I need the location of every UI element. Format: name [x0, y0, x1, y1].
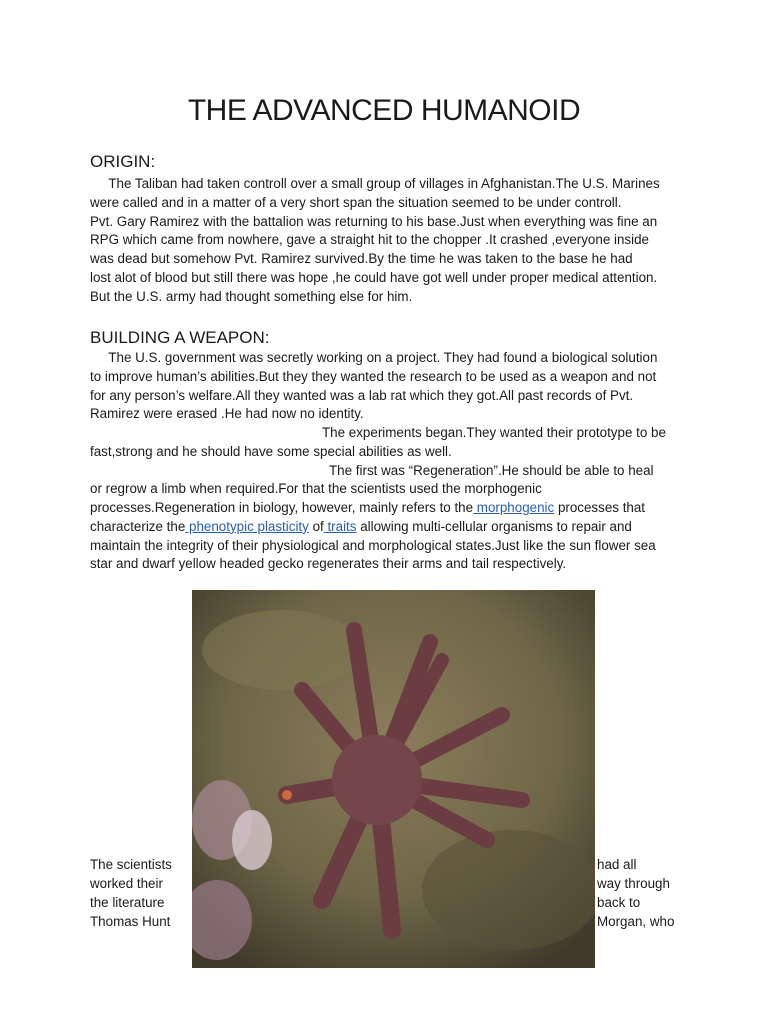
text-line: Morgan, who — [597, 914, 675, 929]
document-title: THE ADVANCED HUMANOID — [187, 94, 581, 127]
text-line: The U.S. government was secretly working on a project. They had found a biological solution — [90, 350, 658, 365]
wrap-text-right — [597, 855, 674, 931]
text-line: Ramirez were erased .He had now no identity. — [90, 406, 364, 422]
text-line: to improve human’s abilities.But they they wanted the research to be used as a weapon and not — [90, 368, 657, 384]
text-line: back to — [597, 895, 641, 910]
origin-paragraph — [90, 175, 660, 306]
text-line: Pvt. Gary Ramirez with the battalion was returning to his base.Just when everything was fine an — [90, 213, 658, 229]
link-morphogenic[interactable]: morphogenic — [473, 500, 555, 515]
text-line: The first was “Regeneration”.He should be able to heal — [329, 462, 654, 478]
text-span: of — [308, 518, 324, 534]
text-span: processes that — [554, 500, 646, 515]
text-span: characterize the — [90, 518, 186, 534]
text-span: processes.Regeneration in biology, however, mainly refers to the — [90, 500, 474, 515]
text-line: fast,strong and he should have some special abilities as well. — [90, 443, 452, 459]
heading-origin: ORIGIN: — [90, 152, 156, 171]
text-span: allowing multi-cellular organisms to repair and — [356, 518, 632, 534]
text-line: But the U.S. army had thought something else for him. — [90, 288, 413, 304]
text-line: the literature — [90, 895, 165, 910]
text-line: had all — [597, 857, 637, 872]
text-line: Thomas Hunt — [90, 914, 171, 929]
text-line: way through — [597, 876, 670, 891]
text-line: for any person’s welfare.All they wanted was a lab rat which they got.All past records of Pvt. — [90, 387, 634, 403]
text-line: lost alot of blood but still there was hope ,he could have got well under proper medical attention. — [90, 269, 658, 285]
text-line — [90, 518, 666, 537]
text-line: The Taliban had taken controll over a small group of villages in Afghanistan.The U.S. Marines — [90, 176, 660, 191]
weapon-paragraph — [90, 349, 666, 574]
starfish-photo — [192, 590, 595, 968]
text-line: were called and in a matter of a very short span the situation seemed to be under controll. — [90, 194, 622, 210]
wrap-text-left — [90, 855, 172, 931]
text-line: RPG which came from nowhere, gave a straight hit to the chopper .It crashed ,everyone inside — [90, 232, 649, 248]
text-line: worked their — [90, 876, 163, 891]
text-line: star and dwarf yellow headed gecko regenerates their arms and tail respectively. — [90, 556, 567, 572]
text-line: or regrow a limb when required.For that the scientists used the morphogenic — [90, 481, 542, 497]
heading-building-weapon: BUILDING A WEAPON: — [90, 328, 270, 347]
link-phenotypic-plasticity[interactable]: phenotypic plasticity — [185, 518, 309, 534]
text-line: The experiments began.They wanted their prototype to be — [322, 425, 666, 440]
text-line: was dead but somehow Pvt. Ramirez survived.By the time he was taken to the base he had — [90, 251, 633, 266]
text-line: The scientists — [90, 857, 172, 872]
text-line: maintain the integrity of their physiological and morphological states.Just like the sun flower sea — [90, 537, 656, 553]
text-line — [90, 499, 666, 518]
link-traits[interactable]: traits — [323, 518, 357, 534]
